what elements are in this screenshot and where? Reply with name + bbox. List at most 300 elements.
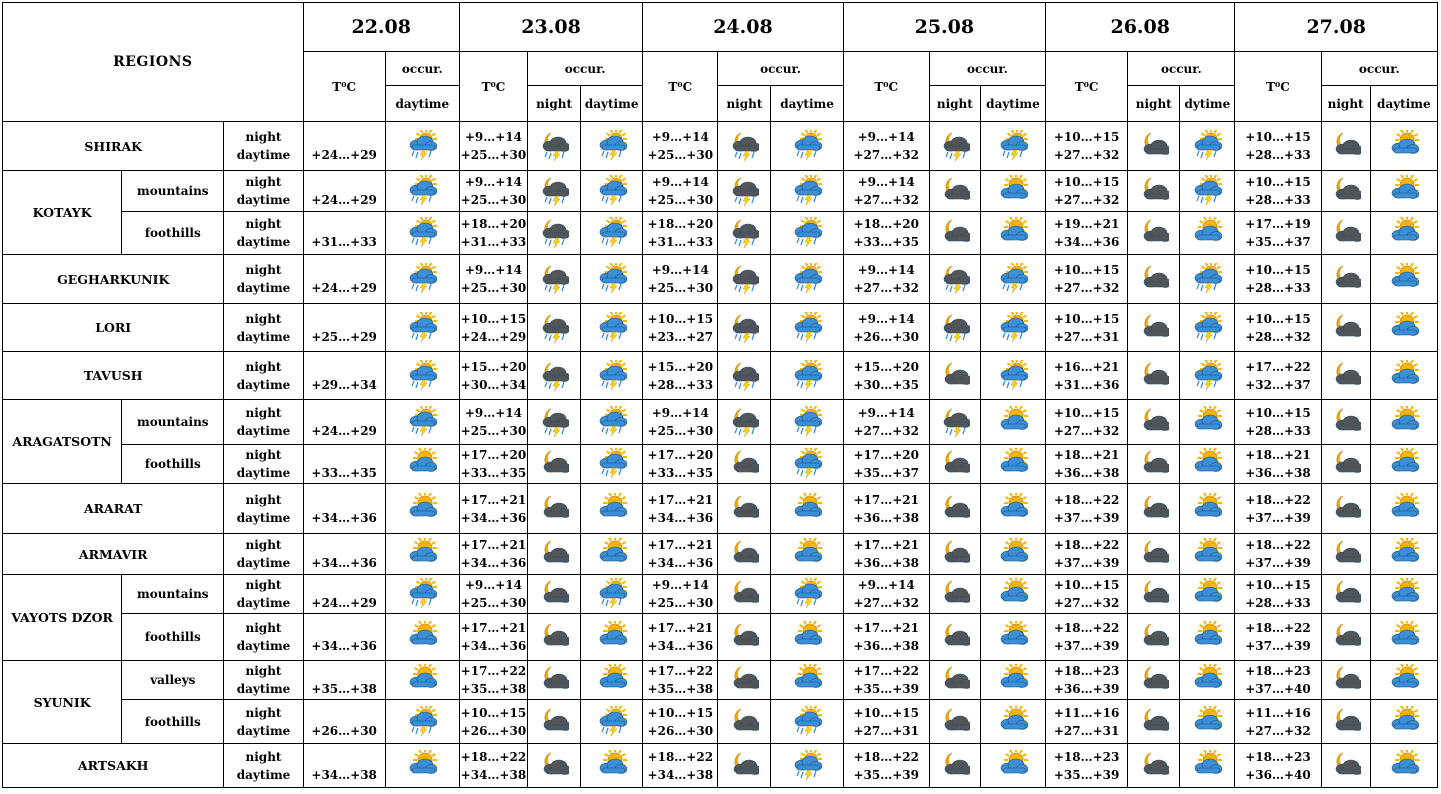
temp-day: +34…+38	[460, 767, 527, 782]
temp-day: +36…+38	[853, 556, 919, 570]
temp-cell	[303, 122, 385, 171]
partly-cloudy-icon	[1180, 217, 1234, 249]
night-icon-cell	[1321, 400, 1370, 445]
night-header: night	[929, 86, 980, 122]
day-icon-cell	[385, 534, 459, 575]
partly-cloudy-icon	[1371, 538, 1437, 570]
night-cloud-icon	[1128, 578, 1179, 610]
temp-cell	[459, 212, 527, 255]
region-name: GEGHARKUNIK	[3, 255, 224, 304]
temp-night: +9…+14	[651, 578, 709, 592]
partly-cloudy-icon	[1371, 263, 1437, 295]
partly-cloudy-icon	[1371, 406, 1437, 438]
temp-cell	[643, 700, 718, 744]
night-icon-cell	[718, 534, 771, 575]
night-icon-cell	[929, 445, 980, 484]
day-icon-cell	[771, 212, 843, 255]
night-label: night	[245, 448, 282, 462]
subregion-name: foothills	[122, 212, 224, 255]
night-icon-cell	[528, 304, 581, 352]
temp-day: +31…+33	[460, 235, 527, 249]
temp-header: T⁰C	[1046, 52, 1128, 122]
temp-cell	[1046, 171, 1128, 212]
day-icon-cell	[771, 700, 843, 744]
night-icon-cell	[528, 400, 581, 445]
storm-icon	[981, 130, 1045, 162]
subregion-name: foothills	[122, 700, 224, 744]
temp-day: +37…+39	[1053, 556, 1120, 570]
temp-cell	[459, 352, 527, 400]
night-cloud-icon	[1128, 493, 1179, 525]
temp-cell	[1046, 445, 1128, 484]
partly-cloudy-icon	[1371, 130, 1437, 162]
region-row	[3, 534, 1438, 575]
partly-cloudy-icon	[1371, 706, 1437, 738]
region-row	[3, 122, 1438, 171]
temp-day: +27…+31	[1053, 723, 1120, 738]
temp-night: +9…+14	[857, 578, 915, 592]
night-header: night	[1128, 86, 1180, 122]
storm-icon	[581, 263, 642, 295]
night-day-label	[224, 700, 303, 744]
temp-day: +28…+33	[1245, 148, 1311, 162]
subregion-name: valleys	[122, 661, 224, 700]
temp-day: +34…+36	[460, 556, 527, 570]
temp-cell	[843, 212, 929, 255]
night-cloud-icon	[1128, 706, 1179, 738]
night-cloud-icon	[1128, 621, 1179, 653]
night-icon-cell	[929, 400, 980, 445]
night-icon-cell	[718, 614, 771, 661]
day-icon-cell	[980, 484, 1045, 534]
night-cloud-icon	[1322, 217, 1370, 249]
night-day-label	[224, 575, 303, 614]
day-label: daytime	[236, 329, 291, 344]
temp-day: +28…+33	[1245, 596, 1311, 610]
night-icon-cell	[929, 700, 980, 744]
partly-cloudy-icon	[981, 175, 1045, 207]
temp-day: +34…+36	[460, 510, 527, 525]
region-row	[3, 352, 1438, 400]
night-icon-cell	[929, 122, 980, 171]
temp-night: +17…+21	[853, 538, 919, 552]
night-label: night	[245, 664, 282, 678]
temp-cell	[643, 575, 718, 614]
region-name: ARAGATSOTN	[3, 400, 122, 484]
temp-day: +35…+39	[853, 682, 919, 696]
day-icon-cell	[385, 700, 459, 744]
day-icon-cell	[581, 304, 643, 352]
day-icon-cell	[581, 484, 643, 534]
temp-night: +10…+15	[1053, 175, 1120, 189]
region-name: SYUNIK	[3, 661, 122, 744]
night-storm-icon	[718, 217, 770, 249]
night-cloud-icon	[930, 538, 980, 570]
partly-cloudy-icon	[981, 538, 1045, 570]
temp-day: +25…+30	[647, 281, 714, 295]
night-cloud-icon	[718, 578, 770, 610]
temp-cell	[1046, 352, 1128, 400]
temp-day: +27…+32	[853, 424, 919, 438]
night-icon-cell	[528, 445, 581, 484]
temp-day: +34…+36	[647, 639, 714, 653]
temp-night: +16…+21	[1053, 359, 1120, 374]
night-icon-cell	[1128, 534, 1180, 575]
temp-night: +9…+14	[464, 578, 523, 592]
night-cloud-icon	[1322, 664, 1370, 696]
storm-icon	[981, 360, 1045, 392]
day-label: daytime	[236, 596, 291, 610]
temp-night: +15…+20	[647, 359, 714, 374]
day-label: daytime	[236, 556, 291, 570]
night-cloud-icon	[1128, 406, 1179, 438]
temp-day: +34…+36	[460, 639, 527, 653]
night-icon-cell	[528, 534, 581, 575]
temp-night: +15…+20	[460, 359, 527, 374]
day-icon-cell	[581, 614, 643, 661]
temp-night: +9…+14	[464, 406, 523, 420]
night-cloud-icon	[528, 493, 580, 525]
temp-night: +18…+22	[1053, 538, 1120, 552]
temp-day: +25…+30	[460, 193, 527, 207]
partly-cloudy-icon	[1180, 538, 1234, 570]
temp-cell	[459, 400, 527, 445]
night-day-label	[224, 744, 303, 788]
storm-icon	[771, 130, 842, 162]
partly-cloudy-icon	[981, 448, 1045, 480]
night-icon-cell	[1321, 700, 1370, 744]
temp-cell	[1235, 614, 1321, 661]
temp-day: +26…+30	[647, 723, 714, 738]
night-storm-icon	[718, 263, 770, 295]
temp-cell	[303, 400, 385, 445]
temp-night: +18…+22	[1053, 621, 1120, 635]
temp-day: +37…+39	[1245, 639, 1311, 653]
occur-header: occur.	[385, 52, 459, 86]
night-storm-icon	[528, 130, 580, 162]
temp-cell	[643, 484, 718, 534]
storm-icon	[771, 263, 842, 295]
partly-cloudy-icon	[771, 664, 842, 696]
temp-night: +10…+15	[1053, 130, 1120, 144]
temp-night: +18…+23	[1053, 664, 1120, 678]
temp-cell	[1046, 212, 1128, 255]
temp-cell	[1235, 304, 1321, 352]
night-storm-icon	[718, 130, 770, 162]
storm-icon	[1180, 360, 1234, 392]
day-icon-cell	[980, 661, 1045, 700]
day-icon-cell	[1180, 744, 1235, 788]
temp-cell	[1046, 484, 1128, 534]
temp-cell	[643, 171, 718, 212]
temp-day: +36…+40	[1245, 767, 1311, 782]
temp-day: +27…+32	[853, 596, 919, 610]
day-icon-cell	[980, 700, 1045, 744]
night-cloud-icon	[1322, 175, 1370, 207]
temp-night: +18…+21	[1245, 448, 1311, 462]
occur-header: occur.	[718, 52, 843, 86]
partly-cloudy-icon	[581, 621, 642, 653]
night-cloud-icon	[718, 750, 770, 782]
temp-day: +34…+36	[1053, 235, 1120, 249]
night-cloud-icon	[1128, 664, 1179, 696]
temp-day: +36…+38	[853, 639, 919, 653]
partly-cloudy-icon	[386, 750, 459, 782]
night-icon-cell	[929, 171, 980, 212]
subregion-name: foothills	[122, 614, 224, 661]
day-icon-cell	[771, 484, 843, 534]
day-icon-cell	[1370, 445, 1437, 484]
temp-day: +34…+36	[311, 556, 377, 570]
night-cloud-icon	[718, 664, 770, 696]
temp-cell	[1235, 484, 1321, 534]
temp-night: +17…+22	[1245, 359, 1311, 374]
night-day-label	[224, 445, 303, 484]
temp-cell	[1046, 575, 1128, 614]
temp-day: +37…+39	[1053, 510, 1120, 525]
night-icon-cell	[1321, 661, 1370, 700]
temp-cell	[459, 171, 527, 212]
night-icon-cell	[1321, 255, 1370, 304]
storm-icon	[771, 360, 842, 392]
partly-cloudy-icon	[1180, 493, 1234, 525]
temp-night: +10…+15	[853, 705, 919, 720]
temp-day: +36…+38	[1053, 466, 1120, 480]
day-icon-cell	[1180, 352, 1235, 400]
night-cloud-icon	[930, 217, 980, 249]
night-cloud-icon	[1322, 621, 1370, 653]
region-row	[3, 212, 1438, 255]
temp-day: +25…+30	[647, 424, 714, 438]
day-label: daytime	[236, 682, 291, 696]
night-icon-cell	[1321, 171, 1370, 212]
temp-night: +10…+15	[1053, 406, 1120, 420]
temp-day: +35…+39	[853, 767, 919, 782]
night-icon-cell	[929, 212, 980, 255]
temp-night: +10…+15	[1245, 263, 1311, 277]
partly-cloudy-icon	[1180, 448, 1234, 480]
temp-cell	[843, 534, 929, 575]
temp-cell	[643, 212, 718, 255]
night-icon-cell	[528, 171, 581, 212]
temp-night: +9…+14	[464, 263, 523, 277]
temp-night: +17…+20	[853, 448, 919, 462]
night-icon-cell	[1128, 304, 1180, 352]
temp-day: +30…+35	[853, 377, 919, 392]
storm-icon	[771, 578, 842, 610]
night-icon-cell	[1321, 352, 1370, 400]
day-label: daytime	[236, 510, 291, 525]
night-storm-icon	[718, 406, 770, 438]
temp-cell	[843, 614, 929, 661]
night-icon-cell	[718, 304, 771, 352]
night-cloud-icon	[1128, 217, 1179, 249]
night-label: night	[245, 492, 282, 507]
temp-day: +25…+30	[647, 148, 714, 162]
temp-day: +27…+31	[853, 723, 919, 738]
night-icon-cell	[1321, 744, 1370, 788]
regions-header: REGIONS	[3, 3, 304, 122]
night-cloud-icon	[930, 448, 980, 480]
region-row	[3, 400, 1438, 445]
temp-day: +27…+31	[1053, 329, 1120, 344]
storm-icon	[981, 312, 1045, 344]
night-icon-cell	[929, 575, 980, 614]
storm-icon	[581, 578, 642, 610]
day-icon-cell	[581, 171, 643, 212]
region-row	[3, 484, 1438, 534]
temp-cell	[1046, 700, 1128, 744]
storm-icon	[981, 263, 1045, 295]
night-cloud-icon	[1322, 750, 1370, 782]
night-icon-cell	[1321, 212, 1370, 255]
partly-cloudy-icon	[981, 621, 1045, 653]
temp-day: +33…+35	[647, 466, 714, 480]
night-icon-cell	[718, 700, 771, 744]
partly-cloudy-icon	[1371, 312, 1437, 344]
temp-day: +34…+38	[647, 767, 714, 782]
night-cloud-icon	[930, 621, 980, 653]
temp-day: +25…+30	[460, 596, 527, 610]
night-icon-cell	[528, 575, 581, 614]
night-cloud-icon	[1322, 578, 1370, 610]
temp-day: +29…+34	[311, 377, 377, 392]
temp-day: +24…+29	[311, 193, 377, 207]
daytime-header: daytime	[980, 86, 1045, 122]
temp-night: +17…+20	[460, 448, 527, 462]
partly-cloudy-icon	[581, 750, 642, 782]
temp-day: +31…+36	[1053, 377, 1120, 392]
day-icon-cell	[1180, 171, 1235, 212]
night-label: night	[245, 175, 282, 189]
day-icon-cell	[980, 255, 1045, 304]
night-icon-cell	[1321, 614, 1370, 661]
night-icon-cell	[528, 614, 581, 661]
night-icon-cell	[718, 400, 771, 445]
night-storm-icon	[930, 312, 980, 344]
partly-cloudy-icon	[1180, 406, 1234, 438]
partly-cloudy-icon	[771, 538, 842, 570]
temp-day: +27…+32	[853, 148, 919, 162]
temp-day: +24…+29	[311, 148, 377, 162]
temp-day: +37…+39	[1245, 510, 1311, 525]
temp-cell	[459, 700, 527, 744]
day-icon-cell	[1370, 534, 1437, 575]
temp-cell	[843, 661, 929, 700]
day-icon-cell	[1180, 212, 1235, 255]
partly-cloudy-icon	[981, 217, 1045, 249]
temp-day: +27…+32	[1053, 148, 1120, 162]
storm-icon	[771, 750, 842, 782]
region-name: SHIRAK	[3, 122, 224, 171]
daytime-header: dytime	[1180, 86, 1235, 122]
night-cloud-icon	[718, 538, 770, 570]
temp-cell	[459, 484, 527, 534]
region-name: TAVUSH	[3, 352, 224, 400]
day-icon-cell	[771, 352, 843, 400]
temp-cell	[1046, 744, 1128, 788]
night-icon-cell	[528, 744, 581, 788]
night-icon-cell	[1128, 171, 1180, 212]
night-icon-cell	[718, 212, 771, 255]
partly-cloudy-icon	[386, 621, 459, 653]
temp-cell	[643, 661, 718, 700]
temp-day: +30…+34	[460, 377, 527, 392]
region-name: LORI	[3, 304, 224, 352]
night-icon-cell	[1321, 122, 1370, 171]
temp-cell	[1046, 400, 1128, 445]
temp-header: T⁰C	[459, 52, 527, 122]
temp-night: +18…+22	[460, 749, 527, 764]
temp-cell	[459, 255, 527, 304]
temp-cell	[459, 744, 527, 788]
region-row	[3, 171, 1438, 212]
temp-cell	[303, 575, 385, 614]
temp-cell	[303, 744, 385, 788]
day-icon-cell	[385, 171, 459, 212]
day-label: daytime	[236, 424, 291, 438]
night-cloud-icon	[528, 664, 580, 696]
day-icon-cell	[385, 304, 459, 352]
storm-icon	[581, 130, 642, 162]
temp-night: +10…+15	[1245, 130, 1311, 144]
night-icon-cell	[718, 484, 771, 534]
night-header: night	[1321, 86, 1370, 122]
temp-day: +37…+40	[1245, 682, 1311, 696]
day-icon-cell	[385, 122, 459, 171]
night-icon-cell	[1128, 122, 1180, 171]
temp-day: +27…+32	[1245, 723, 1311, 738]
temp-header: T⁰C	[643, 52, 718, 122]
day-icon-cell	[980, 122, 1045, 171]
temp-night: +10…+15	[1053, 578, 1120, 592]
temp-cell	[843, 445, 929, 484]
night-icon-cell	[1128, 614, 1180, 661]
night-storm-icon	[528, 406, 580, 438]
partly-cloudy-icon	[981, 578, 1045, 610]
night-storm-icon	[718, 312, 770, 344]
night-label: night	[245, 749, 282, 764]
partly-cloudy-icon	[1371, 175, 1437, 207]
night-icon-cell	[1128, 445, 1180, 484]
day-icon-cell	[1370, 122, 1437, 171]
night-cloud-icon	[718, 493, 770, 525]
temp-cell	[1235, 744, 1321, 788]
partly-cloudy-icon	[981, 406, 1045, 438]
night-icon-cell	[1128, 700, 1180, 744]
temp-cell	[459, 304, 527, 352]
day-icon-cell	[1180, 304, 1235, 352]
temp-cell	[1046, 661, 1128, 700]
day-label: daytime	[236, 281, 291, 295]
temp-day: +34…+36	[311, 639, 377, 653]
day-icon-cell	[1370, 484, 1437, 534]
night-header: night	[718, 86, 771, 122]
night-day-label	[224, 614, 303, 661]
storm-icon	[581, 360, 642, 392]
temp-day: +28…+33	[1245, 193, 1311, 207]
temp-cell	[643, 400, 718, 445]
day-icon-cell	[385, 400, 459, 445]
temp-day: +25…+30	[460, 148, 527, 162]
temp-day: +26…+30	[460, 723, 527, 738]
temp-day: +33…+35	[853, 235, 919, 249]
day-label: daytime	[236, 377, 291, 392]
temp-cell	[303, 445, 385, 484]
storm-icon	[386, 130, 459, 162]
temp-day: +36…+38	[1245, 466, 1311, 480]
storm-icon	[581, 706, 642, 738]
